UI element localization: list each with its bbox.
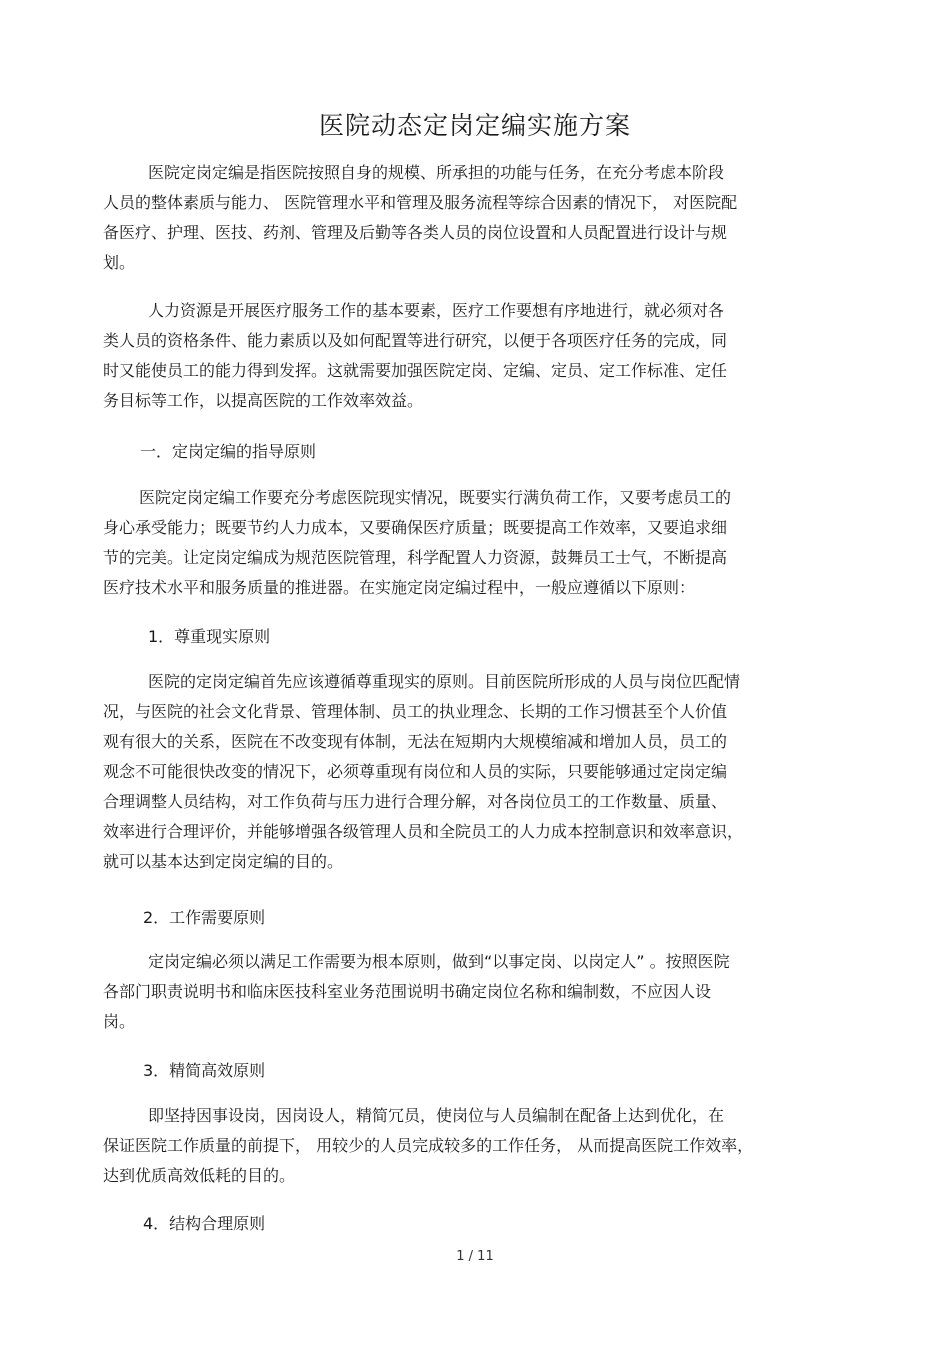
text-line: 时又能使员工的能力得到发挥。这就需要加强医院定岗、定编、定员、定工作标准、定任 bbox=[103, 361, 728, 380]
text-line: 医疗技术水平和服务质量的推进器。在实施定岗定编过程中，一般应遵循以下原则： bbox=[103, 578, 696, 597]
intro-paragraph-2 bbox=[103, 296, 803, 416]
section-1-heading: 一．定岗定编的指导原则 bbox=[140, 442, 317, 461]
item-1-heading: 1．尊重现实原则 bbox=[148, 627, 271, 646]
text-line: 人力资源是开展医疗服务工作的基本要素，医疗工作要想有序地进行，就必须对各 bbox=[148, 301, 725, 320]
text-line: 观有很大的关系，医院在不改变现有体制，无法在短期内大规模缩减和增加人员，员工的 bbox=[103, 732, 728, 751]
text-line: 医院定岗定编是指医院按照自身的规模、所承担的功能与任务，在充分考虑本阶段 bbox=[148, 163, 725, 182]
text-line: 定岗定编必须以满足工作需要为根本原则，做到“以事定岗、以岗定人” 。按照医院 bbox=[148, 952, 730, 971]
text-line: 观念不可能很快改变的情况下，必须尊重现有岗位和人员的实际，只要能够通过定岗定编 bbox=[103, 762, 728, 781]
item-2-heading: 2．工作需要原则 bbox=[143, 908, 266, 927]
text-line: 效率进行合理评价，并能够增强各级管理人员和全院员工的人力成本控制意识和效率意识， bbox=[103, 822, 744, 841]
text-line: 划。 bbox=[103, 253, 136, 272]
text-line: 备医疗、护理、医技、药剂、管理及后勤等各类人员的岗位设置和人员配置进行设计与规 bbox=[103, 223, 728, 242]
intro-paragraph-1 bbox=[103, 158, 803, 278]
page-number: 1 / 11 bbox=[456, 1249, 494, 1264]
text-line: 达到优质高效低耗的目的。 bbox=[103, 1166, 296, 1185]
item-3-heading: 3．精简高效原则 bbox=[143, 1061, 266, 1080]
item-1-paragraph bbox=[103, 667, 803, 877]
text-line: 人员的整体素质与能力、 医院管理水平和管理及服务流程等综合因素的情况下， 对医院配 bbox=[103, 193, 738, 212]
text-line: 务目标等工作，以提高医院的工作效率效益。 bbox=[103, 391, 424, 410]
text-line: 各部门职责说明书和临床医技科室业务范围说明书确定岗位名称和编制数，不应因人设 bbox=[103, 982, 712, 1001]
text-line: 节的完美。让定岗定编成为规范医院管理，科学配置人力资源，鼓舞员工士气，不断提高 bbox=[103, 548, 728, 567]
text-line: 医院定岗定编工作要充分考虑医院现实情况，既要实行满负荷工作，又要考虑员工的 bbox=[139, 488, 732, 507]
item-2-paragraph bbox=[103, 947, 803, 1037]
section-1-paragraph bbox=[103, 483, 803, 603]
text-line: 保证医院工作质量的前提下， 用较少的人员完成较多的工作任务， 从而提高医院工作效率， bbox=[103, 1136, 754, 1155]
text-line: 就可以基本达到定岗定编的目的。 bbox=[103, 852, 344, 871]
item-3-paragraph bbox=[103, 1101, 803, 1191]
text-line: 合理调整人员结构，对工作负荷与压力进行合理分解，对各岗位员工的工作数量、质量、 bbox=[103, 792, 728, 811]
text-line: 况，与医院的社会文化背景、管理体制、员工的执业理念、长期的工作习惯甚至个人价值 bbox=[103, 702, 728, 721]
text-line: 岗。 bbox=[103, 1012, 136, 1031]
item-4-heading: 4．结构合理原则 bbox=[143, 1214, 266, 1233]
text-line: 身心承受能力；既要节约人力成本，又要确保医疗质量；既要提高工作效率，又要追求细 bbox=[103, 518, 728, 537]
text-line: 类人员的资格条件、能力素质以及如何配置等进行研究，以便于各项医疗任务的完成，同 bbox=[103, 331, 728, 350]
document-title: 医院动态定岗定编实施方案 bbox=[318, 111, 631, 140]
text-line: 即坚持因事设岗，因岗设人，精简冗员，使岗位与人员编制在配备上达到优化，在 bbox=[148, 1106, 725, 1125]
text-line: 医院的定岗定编首先应该遵循尊重现实的原则。目前医院所形成的人员与岗位匹配情 bbox=[148, 672, 741, 691]
